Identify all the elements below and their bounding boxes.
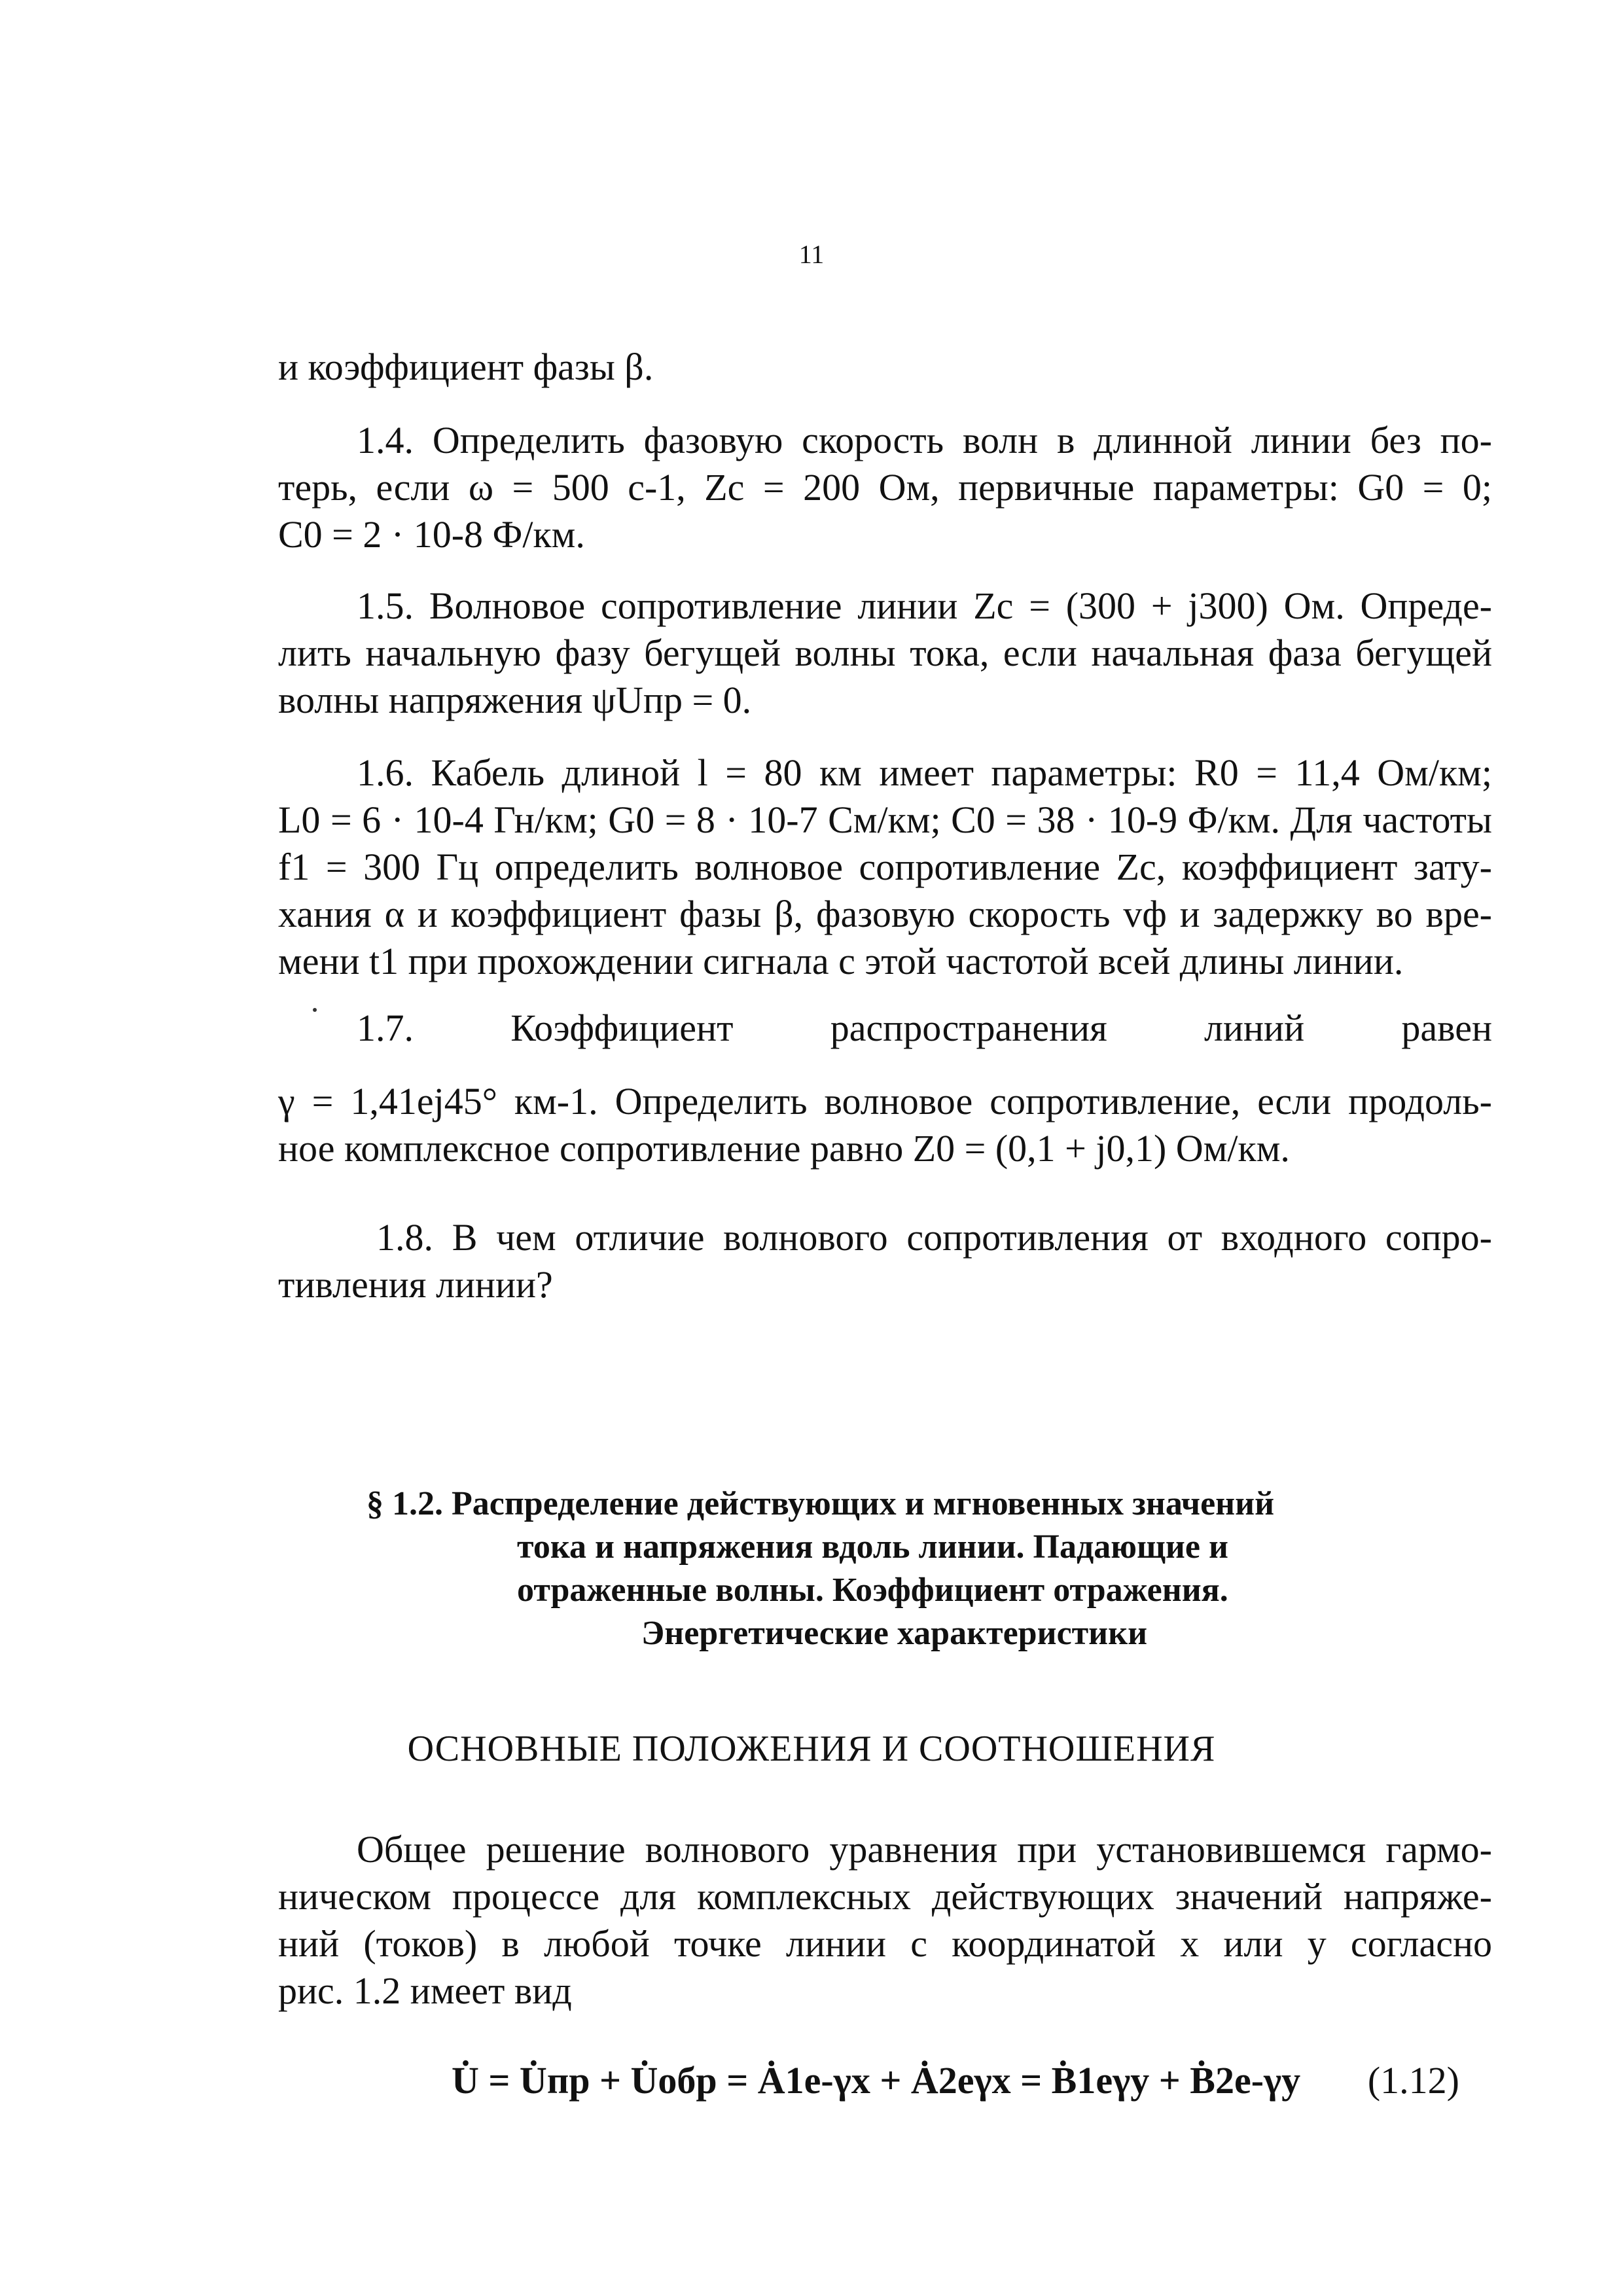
problem-1-8-line-1: 1.8. В чем отличие волнового сопротивления от входного сопро- [376, 1216, 1492, 1259]
formula-1-12 [452, 2058, 1492, 2102]
problem-1-6-line-3: f1 = 300 Гц определить волновое сопротивление Zc, коэффициент зату- [278, 846, 1492, 888]
problem-1-8 [278, 1214, 1492, 1308]
problem-1-6-line-4: хания α и коэффициент фазы β, фазовую скорость vф и задержку во вре- [278, 893, 1492, 935]
problem-1-7 [278, 1005, 1492, 1172]
problem-1-5 [278, 583, 1492, 724]
problem-1-5-line-1: 1.5. Волновое сопротивление линии Zc = (300 + j300) Ом. Опреде- [357, 584, 1492, 627]
body-paragraph [278, 1826, 1492, 2015]
problem-1-6-line-5: мени t1 при прохождении сигнала с этой частотой всей длины линии. [278, 940, 1404, 982]
body-line-1: Общее решение волнового уравнения при установившемся гармо- [357, 1828, 1492, 1871]
section-heading-line-3: отраженные волны. Коэффициент отражения. [517, 1571, 1228, 1609]
problem-1-6-line-1: 1.6. Кабель длиной l = 80 км имеет параметры: R0 = 11,4 Ом/км; [357, 751, 1492, 794]
body-line-2: ническом процессе для комплексных действующих значений напряже- [278, 1875, 1492, 1918]
section-heading-line-1: § 1.2. Распределение действующих и мгновенных значений [366, 1485, 1275, 1522]
intro-line-text: и коэффициент фазы β. [278, 346, 654, 388]
problem-1-4 [278, 417, 1492, 558]
body-line-4: рис. 1.2 имеет вид [278, 1969, 572, 2012]
subsection-title: ОСНОВНЫЕ ПОЛОЖЕНИЯ И СООТНОШЕНИЯ [407, 1729, 1216, 1769]
problem-1-5-line-3: волны напряжения ψUпр = 0. [278, 679, 752, 721]
problem-1-6 [278, 749, 1492, 985]
section-heading-line-4: Энергетические характеристики [641, 1615, 1148, 1652]
equation-number: (1.12) [1367, 2059, 1459, 2102]
problem-1-7-line-1: 1.7. Коэффициент распространения линий равен [357, 1007, 1492, 1049]
problem-1-7-line-2: γ = 1,41ej45° км-1. Определить волновое сопротивление, если продоль- [278, 1080, 1492, 1122]
page-number: 11 [798, 240, 825, 269]
problem-1-4-line-2: терь, если ω = 500 с-1, Zc = 200 Ом, первичные параметры: G0 = 0; [278, 466, 1492, 509]
problem-1-4-line-1: 1.4. Определить фазовую скорость волн в длинной линии без по- [357, 419, 1492, 461]
body-line-3: ний (токов) в любой точке линии с координатой x или y согласно [278, 1922, 1492, 1965]
intro-line [278, 344, 1492, 391]
problem-1-6-line-2: L0 = 6 · 10-4 Гн/км; G0 = 8 · 10-7 См/км; C0 = 38 · 10-9 Ф/км. Для частоты [278, 798, 1492, 841]
problem-1-7-line-3: ное комплексное сопротивление равно Z0 = (0,1 + j0,1) Ом/км. [278, 1127, 1290, 1170]
section-heading-line-2: тока и напряжения вдоль линии. Падающие и [517, 1528, 1228, 1566]
problem-1-4-line-3: C0 = 2 · 10-8 Ф/км. [278, 513, 585, 556]
problem-1-5-line-2: лить начальную фазу бегущей волны тока, если начальная фаза бегущей [278, 632, 1492, 674]
section-heading [0, 1482, 1623, 1655]
problem-1-8-line-2: тивления линии? [278, 1263, 553, 1306]
formula-expression: U̇ = U̇пр + U̇обр = Ȧ1e-γx + Ȧ2eγx = Ḃ1eγy + Ḃ2e-γy [452, 2059, 1301, 2102]
